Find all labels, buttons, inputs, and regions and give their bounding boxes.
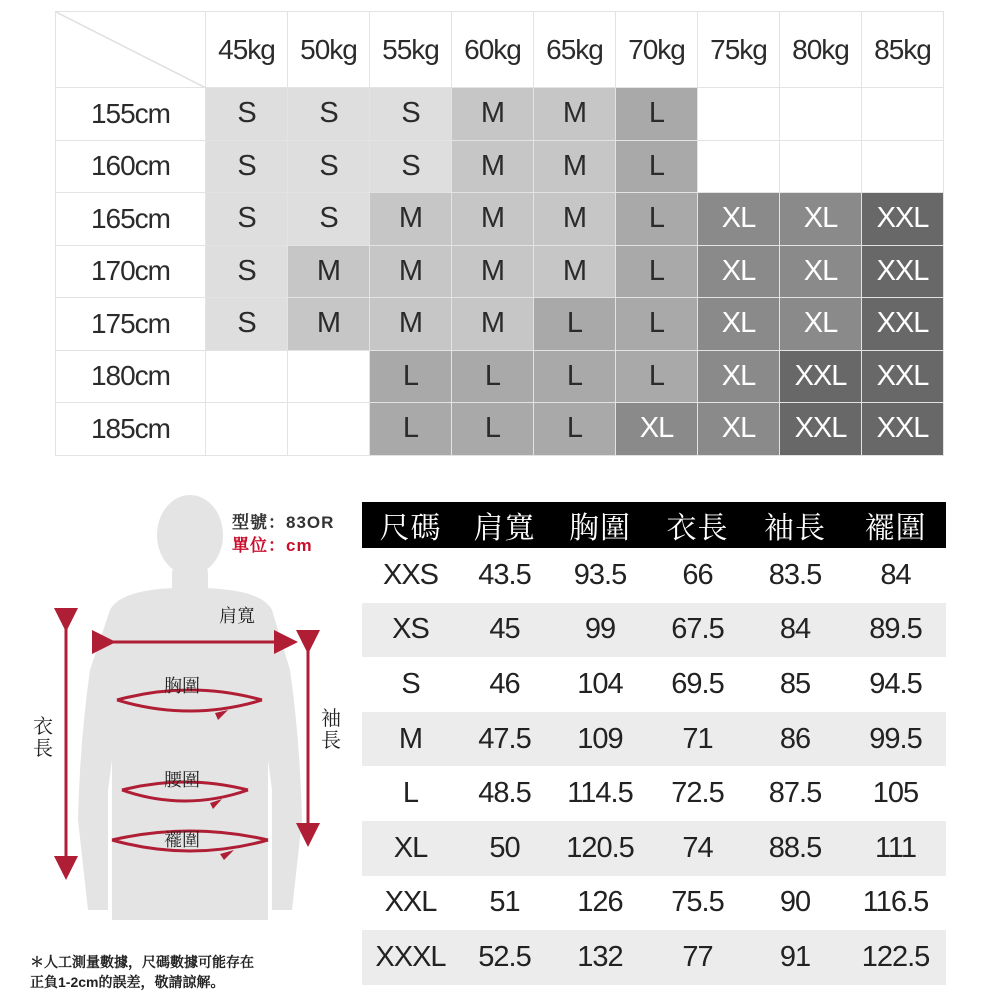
measurement-value-cell: 105 xyxy=(872,777,919,810)
size-cell: XL xyxy=(698,245,780,298)
measurement-value-cell: 89.5 xyxy=(845,603,946,658)
measurement-value-cell: 116.5 xyxy=(862,886,929,919)
height-row xyxy=(56,298,944,351)
height-row xyxy=(56,193,944,246)
size-cell: XL xyxy=(780,193,862,246)
height-label-cell: 165cm xyxy=(56,193,206,246)
measurement-note xyxy=(30,952,254,992)
weight-header-cell: 70kg xyxy=(616,12,698,88)
measurement-value-cell: 99.5 xyxy=(845,712,946,767)
height-row xyxy=(56,403,944,456)
size-cell: L xyxy=(534,403,616,456)
measurements-body xyxy=(362,548,946,985)
size-cell: M xyxy=(534,88,616,141)
measurement-value-cell: 77 xyxy=(650,930,745,985)
measurement-value-cell: 120.5 xyxy=(550,821,650,876)
size-cell xyxy=(288,403,370,456)
size-cell: XXL xyxy=(780,403,862,456)
measurement-value-cell: 52.5 xyxy=(459,930,550,985)
weight-header-cell: 60kg xyxy=(452,12,534,88)
measurement-value-cell: 74 xyxy=(650,821,745,876)
measurement-value-cell: 111 xyxy=(845,821,946,876)
size-cell: M xyxy=(452,298,534,351)
size-cell: L xyxy=(452,350,534,403)
size-name-cell: S xyxy=(401,667,420,700)
size-cell: XXL xyxy=(862,350,944,403)
weight-header-cell: 45kg xyxy=(206,12,288,88)
size-grid-body xyxy=(56,12,944,456)
measurement-row xyxy=(362,712,946,767)
height-row xyxy=(56,245,944,298)
size-cell: XL xyxy=(780,245,862,298)
measurement-row xyxy=(362,821,946,876)
size-cell: S xyxy=(206,298,288,351)
size-cell: XL xyxy=(698,298,780,351)
size-cell: XL xyxy=(780,298,862,351)
size-cell: S xyxy=(206,193,288,246)
size-cell: S xyxy=(288,193,370,246)
measurement-value-cell: 71 xyxy=(650,712,745,767)
size-name-cell: XXXL xyxy=(362,930,459,985)
measurement-row xyxy=(362,657,946,712)
size-cell: M xyxy=(370,298,452,351)
size-cell: L xyxy=(452,403,534,456)
measurement-row xyxy=(362,548,946,603)
size-cell xyxy=(862,140,944,193)
size-name-cell: XXL xyxy=(384,886,437,919)
measurement-value-cell: 46 xyxy=(489,667,520,700)
measurement-header-cell: 袖長 xyxy=(745,502,845,548)
size-cell: L xyxy=(534,350,616,403)
weight-header-cell: 85kg xyxy=(862,12,944,88)
height-label-cell: 180cm xyxy=(56,350,206,403)
measurement-value-cell: 114.5 xyxy=(567,777,633,810)
weight-header-cell: 65kg xyxy=(534,12,616,88)
measurement-value-cell: 126 xyxy=(577,886,623,919)
measurement-value-cell: 48.5 xyxy=(478,777,531,810)
size-name-cell: XS xyxy=(362,603,459,658)
measurement-header-cell: 肩寬 xyxy=(459,502,550,548)
size-cell: L xyxy=(370,350,452,403)
size-cell xyxy=(288,350,370,403)
measurement-row xyxy=(362,766,946,821)
measurement-value-cell: 122.5 xyxy=(845,930,946,985)
height-row xyxy=(56,140,944,193)
shoulder-label: 肩寬 xyxy=(219,606,255,626)
size-cell: L xyxy=(616,140,698,193)
measurement-row xyxy=(362,930,946,985)
measurement-value-cell: 87.5 xyxy=(768,777,822,810)
measurement-value-cell: 43.5 xyxy=(478,558,531,591)
weight-header-cell: 75kg xyxy=(698,12,780,88)
size-cell: XL xyxy=(616,403,698,456)
measurement-value-cell: 84 xyxy=(880,558,911,591)
height-label-cell: 185cm xyxy=(56,403,206,456)
size-cell: M xyxy=(452,88,534,141)
measurement-value-cell: 50 xyxy=(459,821,550,876)
size-cell: M xyxy=(452,193,534,246)
size-cell: M xyxy=(370,245,452,298)
size-cell: XL xyxy=(698,403,780,456)
garment-measurements-table xyxy=(362,502,946,985)
measurement-header-cell: 尺碼 xyxy=(362,502,459,548)
height-row xyxy=(56,88,944,141)
measurement-value-cell: 88.5 xyxy=(745,821,845,876)
size-cell: M xyxy=(452,140,534,193)
measurement-value-cell: 84 xyxy=(745,603,845,658)
size-name-cell: XXS xyxy=(382,558,439,591)
size-cell xyxy=(206,350,288,403)
measurement-value-cell: 85 xyxy=(779,667,811,700)
size-cell: XXL xyxy=(862,298,944,351)
unit-label: 單位：cm xyxy=(232,536,313,555)
size-cell: XXL xyxy=(862,245,944,298)
size-cell: M xyxy=(534,193,616,246)
hem-label: 襬圍 xyxy=(164,830,200,850)
size-cell: L xyxy=(616,298,698,351)
weight-header-cell: 50kg xyxy=(288,12,370,88)
height-row xyxy=(56,350,944,403)
size-cell: XL xyxy=(698,193,780,246)
note-line-2: 正負1-2cm的誤差，敬請諒解。 xyxy=(30,974,225,990)
measurement-value-cell: 94.5 xyxy=(869,667,922,700)
measurement-value-cell: 93.5 xyxy=(573,558,627,591)
size-cell: M xyxy=(534,245,616,298)
measurement-value-cell: 132 xyxy=(550,930,650,985)
measurement-value-cell: 51 xyxy=(489,886,520,919)
waist-label: 腰圍 xyxy=(164,770,200,790)
size-cell: XXL xyxy=(780,350,862,403)
height-weight-size-grid xyxy=(55,11,944,456)
size-cell xyxy=(862,88,944,141)
size-cell: S xyxy=(206,88,288,141)
measurement-value-cell: 83.5 xyxy=(768,558,822,591)
measurement-value-cell: 104 xyxy=(577,667,623,700)
size-cell: XL xyxy=(698,350,780,403)
size-cell: XXL xyxy=(862,193,944,246)
length-label: 衣長 xyxy=(33,716,53,760)
measurement-header-cell: 胸圍 xyxy=(550,502,650,548)
size-cell: S xyxy=(288,140,370,193)
grid-corner-cell xyxy=(56,12,206,88)
note-line-1: ＊人工測量數據，尺碼數據可能存在 xyxy=(30,954,254,970)
size-cell: L xyxy=(370,403,452,456)
size-cell: M xyxy=(534,140,616,193)
size-cell: S xyxy=(206,245,288,298)
measurement-value-cell: 109 xyxy=(550,712,650,767)
chest-label: 胸圍 xyxy=(164,676,200,696)
height-label-cell: 155cm xyxy=(56,88,206,141)
height-label-cell: 170cm xyxy=(56,245,206,298)
size-cell xyxy=(698,88,780,141)
measurement-row xyxy=(362,876,946,931)
size-cell xyxy=(698,140,780,193)
measurement-value-cell: 66 xyxy=(682,558,713,591)
weight-header-cell: 80kg xyxy=(780,12,862,88)
size-cell xyxy=(780,140,862,193)
size-cell: L xyxy=(616,193,698,246)
size-cell: S xyxy=(370,140,452,193)
size-cell: L xyxy=(616,245,698,298)
measurement-row xyxy=(362,603,946,658)
measurement-value-cell: 67.5 xyxy=(650,603,745,658)
measurement-value-cell: 47.5 xyxy=(459,712,550,767)
size-cell: M xyxy=(288,298,370,351)
size-cell: M xyxy=(370,193,452,246)
size-cell: L xyxy=(616,350,698,403)
measurements-header-row xyxy=(362,502,946,548)
size-name-cell: M xyxy=(362,712,459,767)
size-cell xyxy=(780,88,862,141)
weight-header-row xyxy=(56,12,944,88)
sleeve-label: 袖長 xyxy=(321,708,341,752)
measurement-value-cell: 99 xyxy=(550,603,650,658)
size-cell: S xyxy=(370,88,452,141)
measurement-value-cell: 90 xyxy=(779,886,811,919)
measurement-value-cell: 69.5 xyxy=(671,667,724,700)
size-name-cell: L xyxy=(402,777,419,810)
height-label-cell: 175cm xyxy=(56,298,206,351)
measurement-value-cell: 86 xyxy=(745,712,845,767)
measurement-value-cell: 75.5 xyxy=(671,886,724,919)
measurement-value-cell: 72.5 xyxy=(671,777,724,810)
weight-header-cell: 55kg xyxy=(370,12,452,88)
size-name-cell: XL xyxy=(362,821,459,876)
size-cell: L xyxy=(534,298,616,351)
size-cell xyxy=(206,403,288,456)
body-silhouette xyxy=(78,495,302,920)
size-cell: S xyxy=(288,88,370,141)
measurement-value-cell: 45 xyxy=(459,603,550,658)
size-cell: S xyxy=(206,140,288,193)
measurement-header-cell: 衣長 xyxy=(650,502,745,548)
size-cell: L xyxy=(616,88,698,141)
height-label-cell: 160cm xyxy=(56,140,206,193)
body-measurement-diagram xyxy=(0,490,360,940)
size-cell: M xyxy=(288,245,370,298)
measurement-value-cell: 91 xyxy=(745,930,845,985)
model-code: 型號：83OR xyxy=(232,513,335,532)
size-cell: XXL xyxy=(862,403,944,456)
size-cell: M xyxy=(452,245,534,298)
measurement-header-cell: 襬圍 xyxy=(845,502,946,548)
